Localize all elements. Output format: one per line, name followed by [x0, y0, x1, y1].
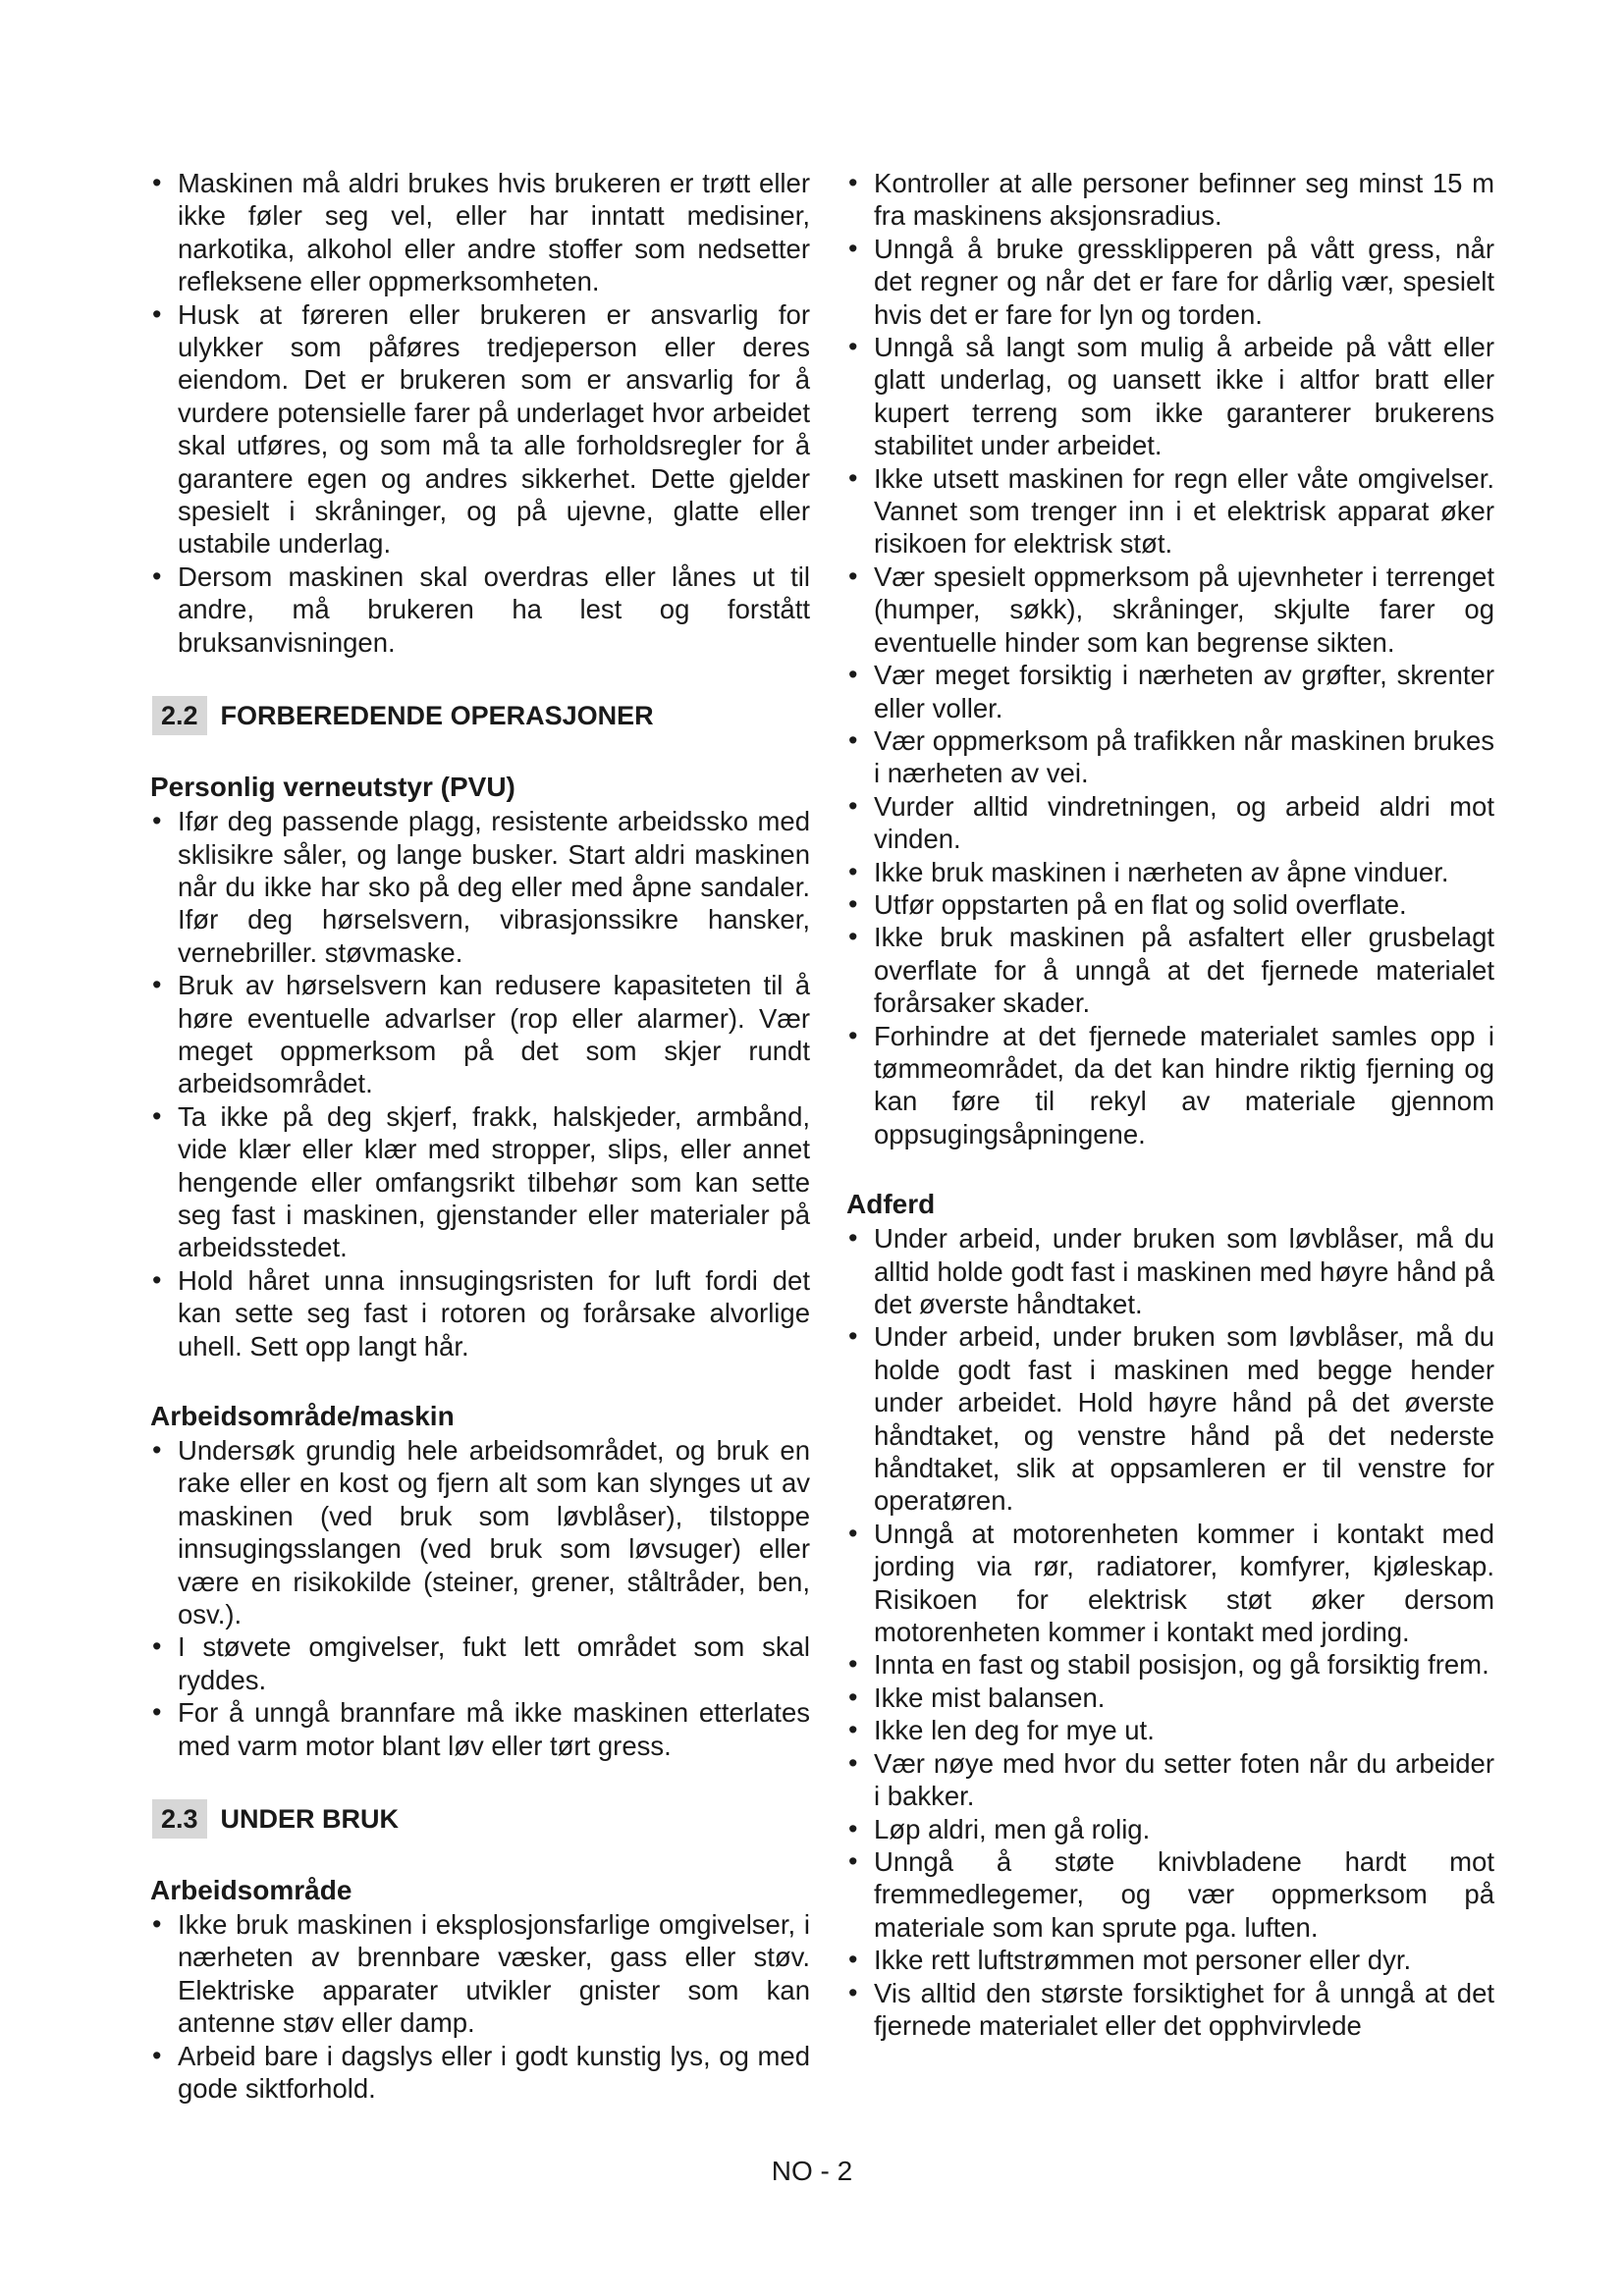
- top-list: [846, 167, 1494, 1150]
- subheading-workarea-machine: Arbeidsområde/maskin: [150, 1401, 455, 1431]
- workarea-machine-list: [150, 1434, 810, 1762]
- list-item: • Vis alltid den største forsiktighet for å unngå at det fjernede materialet eller det opphvirvlede: [846, 1977, 1494, 2043]
- list-item: • Kontroller at alle personer befinner seg minst 15 m fra maskinens aksjonsradius.: [846, 167, 1494, 233]
- list-item: • For å unngå brannfare må ikke maskinen etterlates med varm motor blant løv eller tørt gress.: [150, 1696, 810, 1762]
- section-title: UNDER BRUK: [220, 1803, 400, 1834]
- subheading-pvu: Personlig verneutstyr (PVU): [150, 772, 515, 803]
- list-item: • Vær oppmerksom på trafikken når maskinen brukes i nærheten av vei.: [846, 724, 1494, 790]
- list-item: • Husk at føreren eller brukeren er ansvarlig for ulykker som påføres tredjeperson eller deres eiendom. Det er brukeren som er ansvarlig for å vurdere potensielle farer på underlaget hvor arbeidet skal utføres, og som må ta alle forholdsregler for å garantere egen og andres sikkerhet. Dette gjelder spesielt i skråninger, og på ujevne, glatte eller ustabile underlag.: [150, 298, 810, 561]
- list-item: • Innta en fast og stabil posisjon, og gå forsiktig frem.: [846, 1648, 1494, 1681]
- right-column: [846, 167, 1494, 2042]
- list-item: • Dersom maskinen skal overdras eller lånes ut til andre, må brukeren ha lest og forstått bruksanvisningen.: [150, 561, 810, 659]
- list-item: • Hold håret unna innsugingsristen for luft fordi det kan sette seg fast i rotoren og forårsake alvorlige uhell. Sett opp langt hår.: [150, 1264, 810, 1362]
- list-item: • Unngå at motorenheten kommer i kontakt med jording via rør, radiatorer, komfyrer, kjøleskap. Risikoen for elektrisk støt øker dersom motorenheten kommer i kontakt med jording.: [846, 1518, 1494, 1649]
- list-item: • Undersøk grundig hele arbeidsområdet, og bruk en rake eller en kost og fjern alt som kan slynges ut av maskinen (ved bruk som løvblåser), tilstoppe innsugingsslangen (ved bruk som løvsuger) eller være en risikokilde (steiner, grener, ståltråder, ben, osv.).: [150, 1434, 810, 1630]
- workarea-list: [150, 1908, 810, 2105]
- list-item: • Ikke bruk maskinen i eksplosjonsfarlige omgivelser, i nærheten av brennbare væsker, gass eller støv. Elektriske apparater utvikler gnister som kan antenne støv eller damp.: [150, 1908, 810, 2040]
- subheading-workarea: Arbeidsområde: [150, 1875, 352, 1906]
- list-item: • Arbeid bare i dagslys eller i godt kunstig lys, og med gode siktforhold.: [150, 2040, 810, 2106]
- list-item: • Ikke len deg for mye ut.: [846, 1714, 1494, 1746]
- section-heading-2-2: [150, 696, 810, 735]
- list-item: • Unngå så langt som mulig å arbeide på vått eller glatt underlag, og uansett ikke i altfor bratt eller kupert terreng som ikke garanterer brukerens stabilitet under arbeidet.: [846, 331, 1494, 462]
- list-item: • Vær meget forsiktig i nærheten av grøfter, skrenter eller voller.: [846, 659, 1494, 724]
- list-item: • Maskinen må aldri brukes hvis brukeren er trøtt eller ikke føler seg vel, eller har inntatt medisiner, narkotika, alkohol eller andre stoffer som nedsetter refleksene eller oppmerksomheten.: [150, 167, 810, 298]
- list-item: • Ikke mist balansen.: [846, 1682, 1494, 1714]
- list-item: • Ikke bruk maskinen på asfaltert eller grusbelagt overflate for å unngå at det fjernede materialet forårsaker skader.: [846, 921, 1494, 1019]
- list-item: • Unngå å bruke gressklipperen på vått gress, når det regner og når det er fare for dårlig vær, spesielt hvis det er fare for lyn og torden.: [846, 233, 1494, 331]
- list-item: • Vær nøye med hvor du setter foten når du arbeider i bakker.: [846, 1747, 1494, 1813]
- adferd-list: [846, 1222, 1494, 2042]
- list-item: • Ikke rett luftstrømmen mot personer eller dyr.: [846, 1944, 1494, 1976]
- list-item: • Bruk av hørselsvern kan redusere kapasiteten til å høre eventuelle advarlser (rop eller alarmer). Vær meget oppmerksom på det som skjer rundt arbeidsområdet.: [150, 969, 810, 1100]
- list-item: • I støvete omgivelser, fukt lett området som skal ryddes.: [150, 1630, 810, 1696]
- list-item: • Forhindre at det fjernede materialet samles opp i tømmeområdet, da det kan hindre riktig fjerning og kan føre til rekyl av materiale gjennom oppsugingsåpningene.: [846, 1020, 1494, 1151]
- list-item: • Vurder alltid vindretningen, og arbeid aldri mot vinden.: [846, 790, 1494, 856]
- list-item: • Ikke utsett maskinen for regn eller våte omgivelser. Vannet som trenger inn i et elektrisk apparat øker risikoen for elektrisk støt.: [846, 462, 1494, 561]
- list-item: • Under arbeid, under bruken som løvblåser, må du alltid holde godt fast i maskinen med høyre hånd på det øverste håndtaket.: [846, 1222, 1494, 1320]
- section-heading-2-3: [150, 1799, 810, 1839]
- subheading-adferd: Adferd: [846, 1189, 936, 1220]
- list-item: • Under arbeid, under bruken som løvblåser, må du holde godt fast i maskinen med begge hender under arbeidet. Hold høyre hånd på det øverste håndtaket, og venstre hånd på det nederste håndtaket, slik at oppsamleren er til venstre for operatøren.: [846, 1320, 1494, 1517]
- left-column: [150, 167, 810, 2106]
- intro-list: [150, 167, 810, 659]
- section-number: 2.3: [152, 1799, 207, 1839]
- pvu-list: [150, 805, 810, 1362]
- list-item: • Ta ikke på deg skjerf, frakk, halskjeder, armbånd, vide klær eller klær med stropper, slips, eller annet hengende eller omfangsrikt tilbehør som kan sette seg fast i maskinen, gjenstander eller materialer på arbeidsstedet.: [150, 1100, 810, 1264]
- list-item: • Unngå å støte knivbladene hardt mot fremmedlegemer, og vær oppmerksom på materiale som kan sprute pga. luften.: [846, 1845, 1494, 1944]
- list-item: • Utfør oppstarten på en flat og solid overflate.: [846, 888, 1494, 921]
- list-item: • Ikke bruk maskinen i nærheten av åpne vinduer.: [846, 856, 1494, 888]
- list-item: • Løp aldri, men gå rolig.: [846, 1813, 1494, 1845]
- section-title: FORBEREDENDE OPERASJONER: [220, 700, 654, 730]
- section-number: 2.2: [152, 696, 207, 735]
- page-number: NO - 2: [771, 2156, 853, 2186]
- list-item: • Ifør deg passende plagg, resistente arbeidssko med sklisikre såler, og lange busker. Start aldri maskinen når du ikke har sko på deg eller med åpne sandaler. Ifør deg hørselsvern, vibrasjonssikre hansker, vernebriller. støvmaske.: [150, 805, 810, 969]
- list-item: • Vær spesielt oppmerksom på ujevnheter i terrenget (humper, søkk), skråninger, skjulte farer og eventuelle hinder som kan begrense sikten.: [846, 561, 1494, 659]
